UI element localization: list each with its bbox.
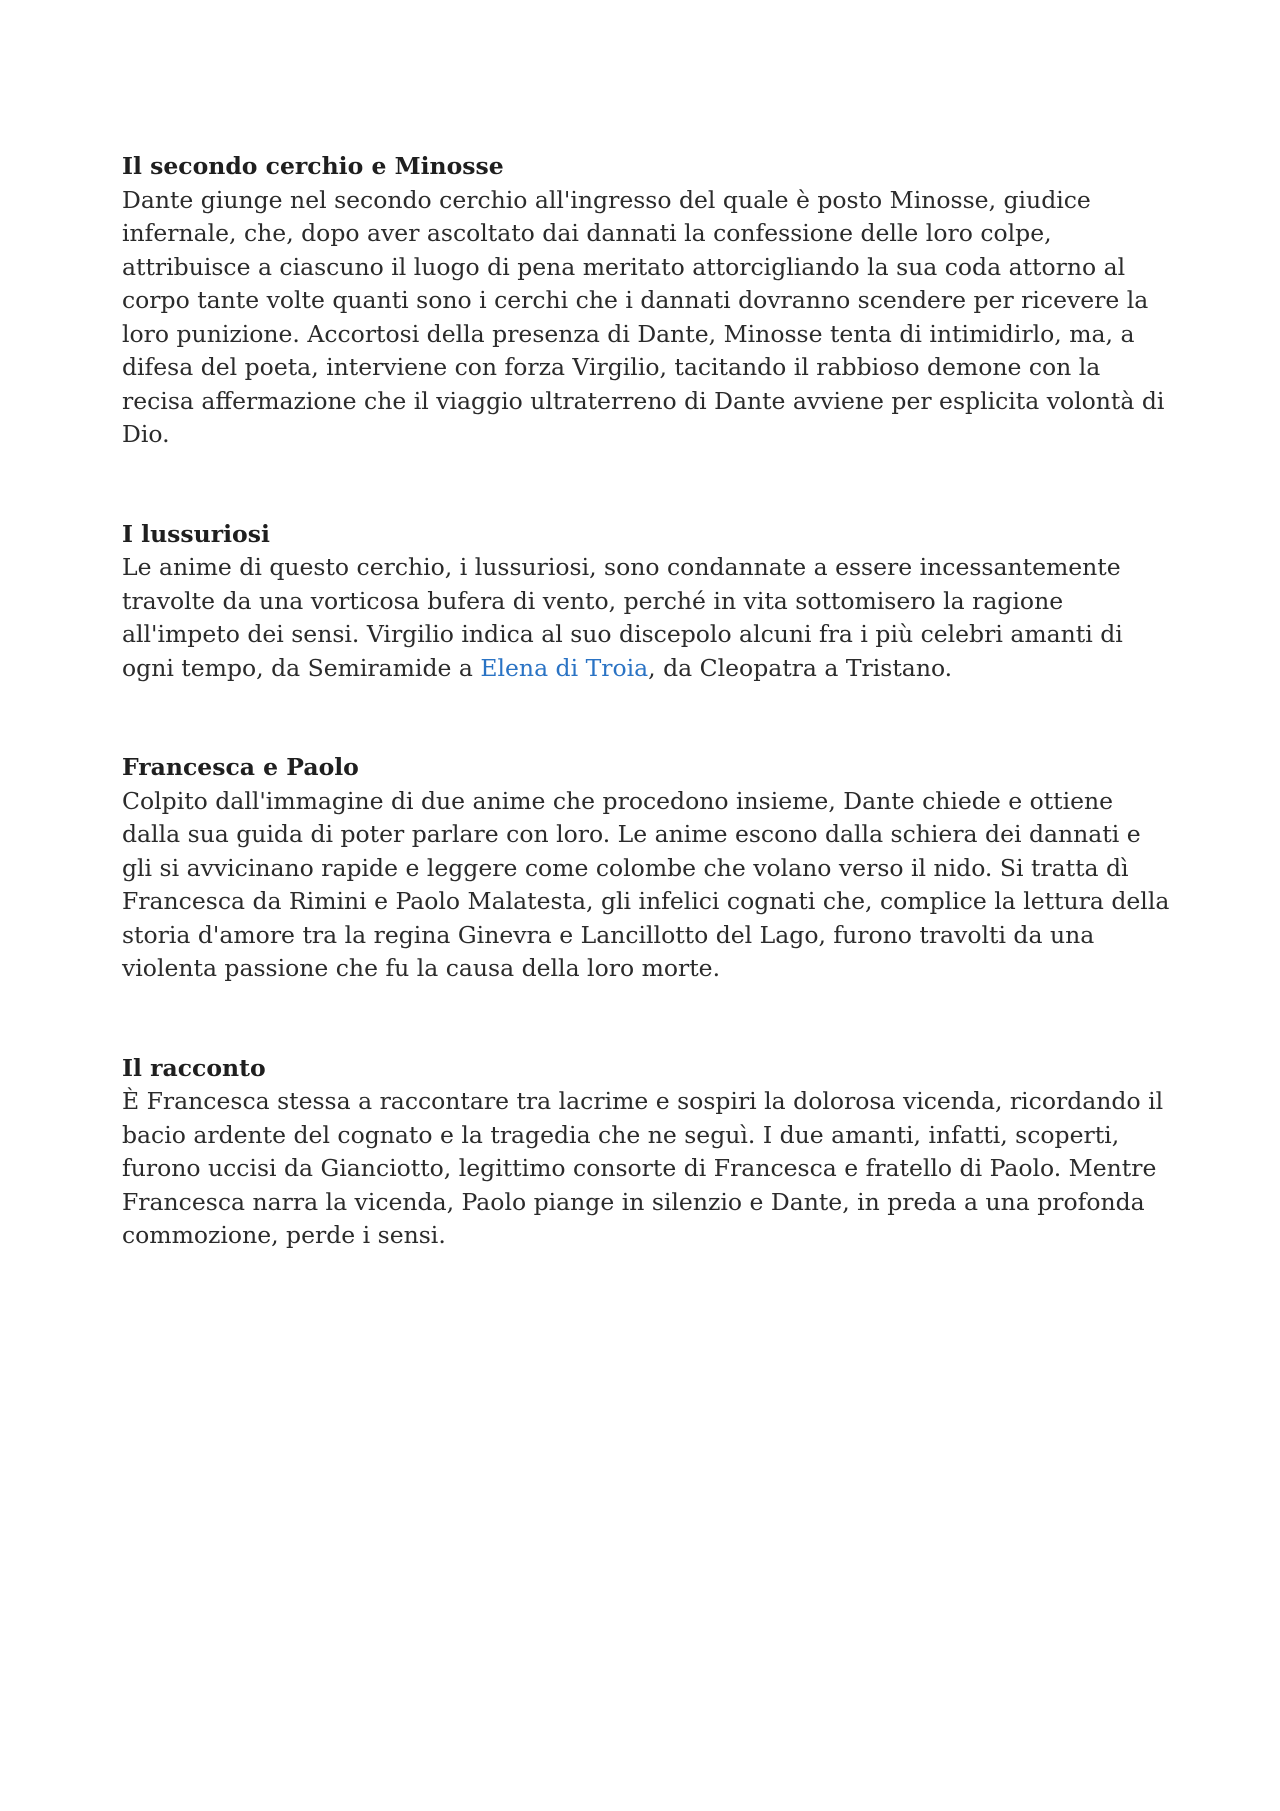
section-paragraph: Dante giunge nel secondo cerchio all'ingresso del quale è posto Minosse, giudice infernale, che, dopo aver ascoltato dai dannati la confessione delle loro colpe, attribuisce a ciascuno il luogo di pena meritato attorcigliando la sua coda attorno al corpo tante volte quanti sono i cerchi che i dannati dovranno scendere per ricevere la loro punizione. Accortosi della presenza di Dante, Minosse tenta di intimidirlo, ma, a difesa del poeta, interviene con forza Virgilio, tacitando il rabbioso demone con la recisa affermazione che il viaggio ultraterreno di Dante avviene per esplicita volontà di Dio. <box>122 185 1165 448</box>
section-heading: I lussuriosi <box>122 519 270 548</box>
section-secondo-cerchio <box>122 150 1172 452</box>
document-body <box>122 150 1172 1319</box>
elena-di-troia-link[interactable]: Elena di Troia <box>480 653 649 682</box>
section-heading: Il racconto <box>122 1053 266 1082</box>
section-paragraph: È Francesca stessa a raccontare tra lacrime e sospiri la dolorosa vicenda, ricordando il bacio ardente del cognato e la tragedia che ne seguì. I due amanti, infatti, scoperti, furono uccisi da Gianciotto, legittimo consorte di Francesca e fratello di Paolo. Mentre Francesca narra la vicenda, Paolo piange in silenzio e Dante, in preda a una profonda commozione, perde i sensi. <box>122 1087 1164 1249</box>
section-heading: Il secondo cerchio e Minosse <box>122 152 504 180</box>
paragraph-text: Le anime di questo cerchio, i lussuriosi, sono condannate a essere incessantemente travolte da una vorticosa bufera di vento, perché in vita sottomisero la ragione all'impeto dei sensi. Virgilio indica al suo discepolo alcuni fra i più celebri amanti di ogni tempo, da Semiramide a <box>122 553 1123 682</box>
section-francesca-paolo <box>122 751 1172 986</box>
paragraph-text: , da Cleopatra a Tristano. <box>648 653 953 682</box>
section-paragraph <box>122 551 1172 685</box>
section-lussuriosi <box>122 518 1172 686</box>
section-paragraph: Colpito dall'immagine di due anime che procedono insieme, Dante chiede e ottiene dalla sua guida di poter parlare con loro. Le anime escono dalla schiera dei dannati e gli si avvicinano rapide e leggere come colombe che volano verso il nido. Si tratta dì Francesca da Rimini e Paolo Malatesta, gli infelici cognati che, complice la lettura della storia d'amore tra la regina Ginevra e Lancillotto del Lago, furono travolti da una violenta passione che fu la causa della loro morte. <box>122 786 1170 982</box>
section-racconto <box>122 1052 1172 1253</box>
section-heading: Francesca e Paolo <box>122 753 359 781</box>
